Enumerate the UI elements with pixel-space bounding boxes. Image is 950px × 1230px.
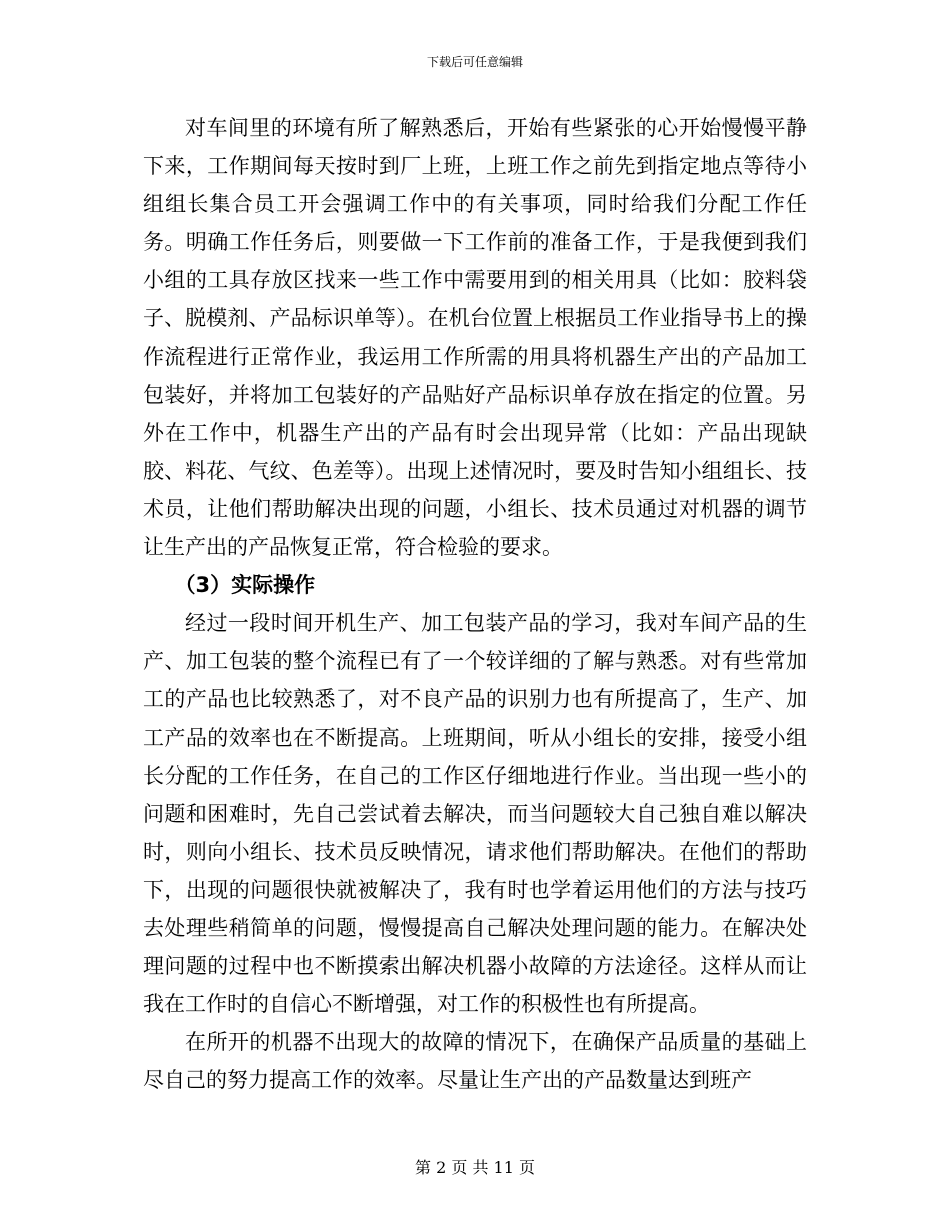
paragraph-1: 对车间里的环境有所了解熟悉后，开始有些紧张的心开始慢慢平静下来，工作期间每天按时到厂上班，上班工作之前先到指定地点等待小组组长集合员工开会强调工作中的有关事项，同时给我们分配工作任务。明确工作任务后，则要做一下工作前的准备工作，于是我便到我们小组的工具存放区找来一些工作中需要用到的相关用具（比如：胶料袋子、脱模剂、产品标识单等）。在机台位置上根据员工作业指导书上的操作流程进行正常作业，我运用工作所需的用具将机器生产出的产品加工包装好，并将加工包装好的产品贴好产品标识单存放在指定的位置。另外在工作中，机器生产出的产品有时会出现异常（比如：产品出现缺胶、料花、气纹、色差等）。出现上述情况时，要及时告知小组组长、技术员，让他们帮助解决出现的问题，小组长、技术员通过对机器的调节让生产出的产品恢复正常，符合检验的要求。 (143, 116, 807, 560)
paragraph-3: 在所开的机器不出现大的故障的情况下，在确保产品质量的基础上尽自己的努力提高工作的效率。尽量让生产出的产品数量达到班产 (143, 1030, 807, 1093)
page-number: 第 2 页 共 11 页 (415, 1158, 535, 1177)
document-body (143, 109, 807, 1099)
section-heading: （3）实际操作 (174, 573, 316, 598)
paragraph-2: 经过一段时间开机生产、加工包装产品的学习，我对车间产品的生产、加工包装的整个流程已有了一个较详细的了解与熟悉。对有些常加工的产品也比较熟悉了，对不良产品的识别力也有所提高了，生产、加工产品的效率也在不断提高。上班期间，听从小组长的安排，接受小组长分配的工作任务，在自己的工作区仔细地进行作业。当出现一些小的问题和困难时，先自己尝试着去解决，而当问题较大自己独自难以解决时，则向小组长、技术员反映情况，请求他们帮助解决。在他们的帮助下，出现的问题很快就被解决了，我有时也学着运用他们的方法与技巧去处理些稍简单的问题，慢慢提高自己解决处理问题的能力。在解决处理问题的过程中也不断摸索出解决机器小故障的方法途径。这样从而让我在工作时的自信心不断增强，对工作的积极性也有所提高。 (143, 611, 807, 1017)
page-header: 下载后可任意编辑 (426, 55, 523, 69)
